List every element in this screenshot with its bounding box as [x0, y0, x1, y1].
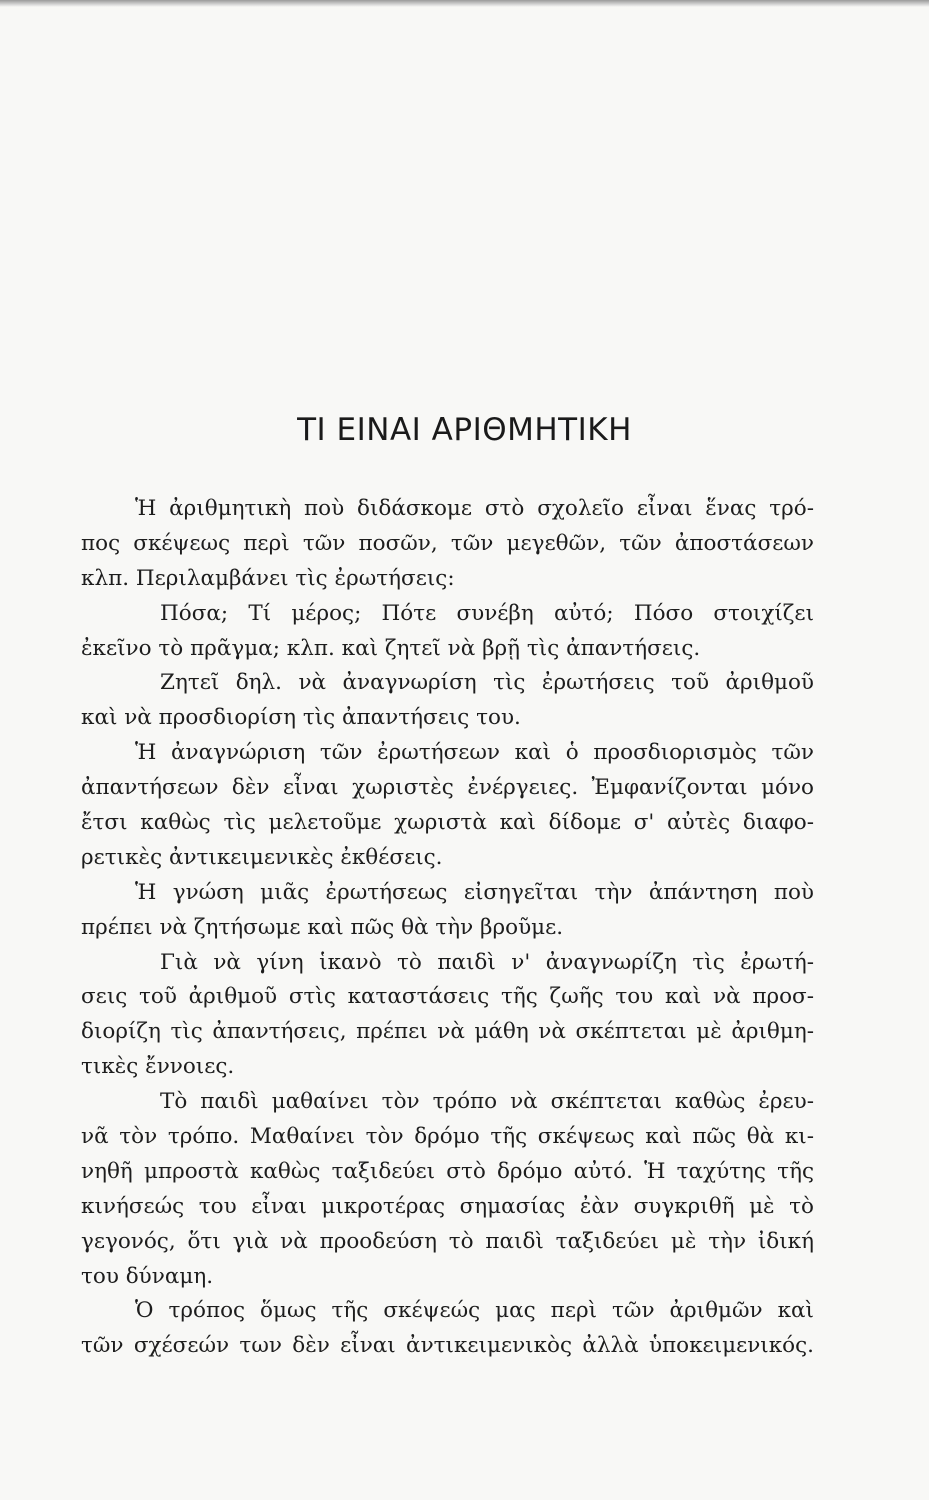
text-line: ἐκεῖνο τὸ πρᾶγμα; κλπ. καὶ ζητεῖ νὰ βρῇ τὶς ἀπαντήσεις.: [81, 635, 701, 661]
text-line: ἔτσι καθὼς τὶς μελετοῦμε χωριστὰ καὶ δίδομε σ' αὐτὲς διαφο-: [81, 810, 814, 836]
text-line: σεις τοῦ ἀριθμοῦ στὶς καταστάσεις τῆς ζωῆς του καὶ νὰ προσ-: [81, 984, 814, 1010]
text-line: τῶν σχέσεών των δὲν εἶναι ἀντικειμενικὸς ἀλλὰ ὑποκειμενικός.: [81, 1333, 814, 1359]
body-text: [81, 492, 814, 1364]
text-line: πος σκέψεως περὶ τῶν ποσῶν, τῶν μεγεθῶν, τῶν ἀποστάσεων: [81, 530, 814, 556]
text-line: καὶ νὰ προσδιορίση τὶς ἀπαντήσεις του.: [81, 705, 521, 731]
text-line: κινήσεώς του εἶναι μικροτέρας σημασίας ἐὰν συγκριθῆ μὲ τὸ: [81, 1193, 814, 1219]
text-line: ἀπαντήσεων δὲν εἶναι χωριστὲς ἐνέργειες. Ἐμφανίζονται μόνο: [81, 775, 814, 801]
text-line: Πόσα; Τί μέρος; Πότε συνέβη αὐτό; Πόσο στοιχίζει: [160, 600, 814, 626]
text-line: διορίζη τὶς ἀπαντήσεις, πρέπει νὰ μάθη νὰ σκέπτεται μὲ ἀριθμη-: [81, 1019, 814, 1045]
text-line: Τὸ παιδὶ μαθαίνει τὸν τρόπο νὰ σκέπτεται καθὼς ἐρευ-: [160, 1089, 814, 1115]
text-line: ρετικὲς ἀντικειμενικὲς ἐκθέσεις.: [81, 844, 443, 870]
text-line: Γιὰ νὰ γίνη ἱκανὸ τὸ παιδὶ ν' ἀναγνωρίζη τὶς ἐρωτή-: [160, 949, 814, 975]
text-line: Ἡ ἀριθμητικὴ ποὺ διδάσκομε στὸ σχολεῖο εἶναι ἕνας τρό-: [135, 496, 814, 521]
text-line: Ἡ γνώση μιᾶς ἐρωτήσεως εἰσηγεῖται τὴν ἀπάντηση ποὺ: [135, 879, 814, 905]
text-line: γεγονός, ὅτι γιὰ νὰ προοδεύση τὸ παιδὶ ταξιδεύει μὲ τὴν ἰδική: [81, 1228, 814, 1254]
text-line: Ὁ τρόπος ὅμως τῆς σκέψεώς μας περὶ τῶν ἀριθμῶν καὶ: [135, 1298, 814, 1324]
text-line: νηθῆ μπροστὰ καθὼς ταξιδεύει στὸ δρόμο αὐτό. Ἡ ταχύτης τῆς: [81, 1158, 814, 1184]
text-line: του δύναμη.: [81, 1263, 214, 1289]
text-line: κλπ. Περιλαμβάνει τὶς ἐρωτήσεις:: [81, 565, 455, 591]
text-line: πρέπει νὰ ζητήσωμε καὶ πῶς θὰ τὴν βροῦμε.: [81, 914, 564, 940]
text-line: Ἡ ἀναγνώριση τῶν ἐρωτήσεων καὶ ὁ προσδιορισμὸς τῶν: [135, 740, 814, 766]
text-line: τικὲς ἔννοιες.: [81, 1054, 235, 1080]
text-line: Ζητεῖ δηλ. νὰ ἀναγνωρίση τὶς ἐρωτήσεις τοῦ ἀριθμοῦ: [160, 670, 814, 696]
page-top-edge: [0, 0, 929, 7]
chapter-title: ΤΙ ΕΙΝΑΙ ΑΡΙΘΜΗΤΙΚΗ: [297, 412, 632, 448]
text-line: νᾶ τὸν τρόπο. Μαθαίνει τὸν δρόμο τῆς σκέψεως καὶ πῶς θὰ κι-: [81, 1124, 814, 1150]
